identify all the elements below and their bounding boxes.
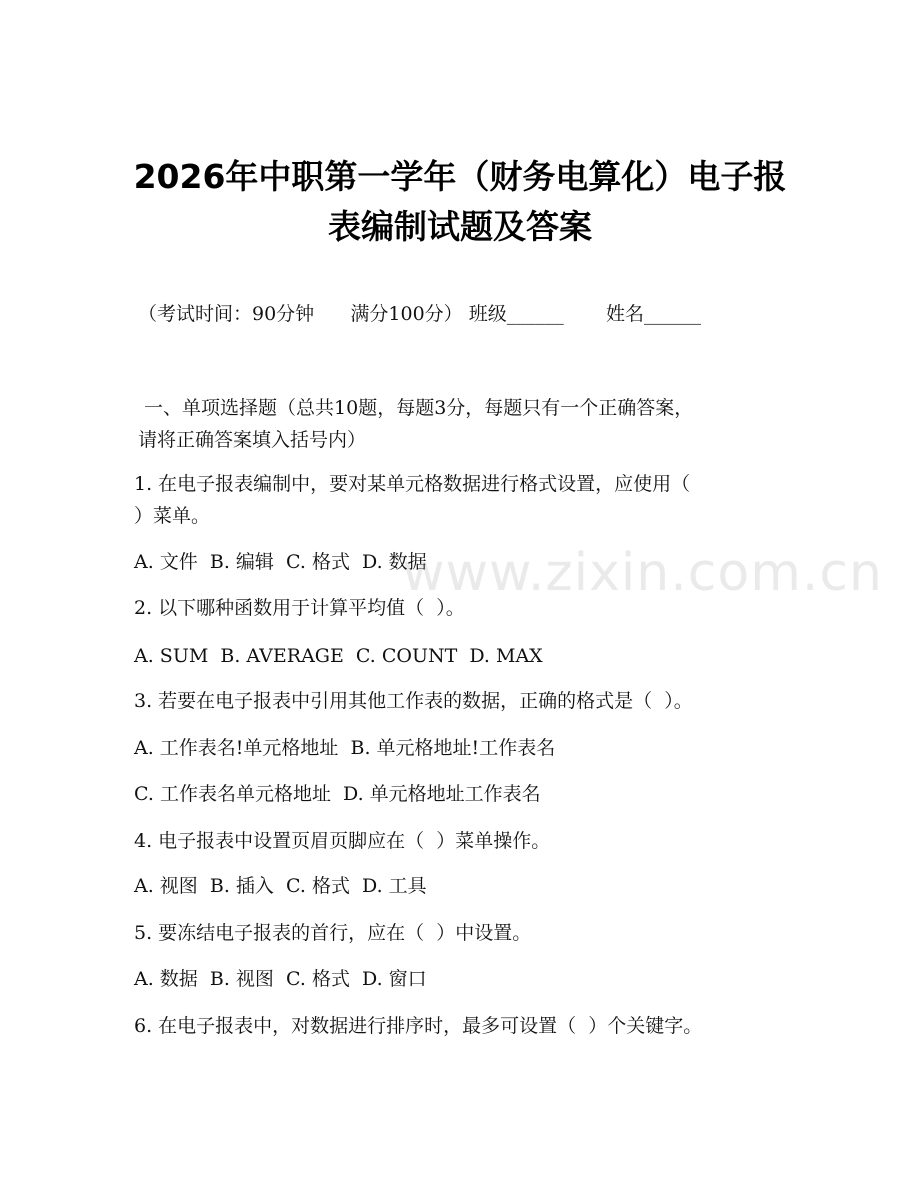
question-1-line-2: ）菜单。 bbox=[134, 505, 211, 527]
question-6-line-1: 6. 在电子报表中，对数据进行排序时，最多可设置（ ）个关键字。 bbox=[134, 1015, 703, 1037]
question-1-options: A. 文件 B. 编辑 C. 格式 D. 数据 bbox=[134, 551, 427, 573]
question-4-options: A. 视图 B. 插入 C. 格式 D. 工具 bbox=[134, 875, 427, 897]
section-heading-line-1: 一、单项选择题（总共10题，每题3分，每题只有一个正确答案， bbox=[138, 397, 694, 419]
section-heading-line-2: 请将正确答案填入括号内） bbox=[138, 429, 367, 451]
question-2-options: A. SUM B. AVERAGE C. COUNT D. MAX bbox=[134, 645, 543, 667]
question-4-line-1: 4. 电子报表中设置页眉页脚应在（ ）菜单操作。 bbox=[134, 830, 551, 852]
question-1-line-1: 1. 在电子报表编制中，要对某单元格数据进行格式设置，应使用（ bbox=[134, 473, 691, 495]
question-3-line-1: 3. 若要在电子报表中引用其他工作表的数据，正确的格式是（ ）。 bbox=[134, 690, 693, 712]
question-5-line-1: 5. 要冻结电子报表的首行，应在（ ）中设置。 bbox=[134, 922, 532, 944]
question-2-line-1: 2. 以下哪种函数用于计算平均值（ ）。 bbox=[134, 597, 465, 619]
watermark: www.zixin.com.cn bbox=[402, 543, 883, 603]
question-3-options-2: C. 工作表名单元格地址 D. 单元格地址工作表名 bbox=[134, 783, 541, 805]
document-title-line-1: 2026年中职第一学年（财务电算化）电子报 bbox=[133, 157, 787, 196]
document-title-line-2: 表编制试题及答案 bbox=[328, 207, 592, 246]
section-heading bbox=[138, 392, 798, 456]
question-3-options-1: A. 工作表名!单元格地址 B. 单元格地址!工作表名 bbox=[134, 737, 556, 759]
exam-info: （考试时间：90分钟 满分100分） 班级______ 姓名______ bbox=[138, 303, 701, 325]
question-5-options: A. 数据 B. 视图 C. 格式 D. 窗口 bbox=[134, 968, 427, 990]
